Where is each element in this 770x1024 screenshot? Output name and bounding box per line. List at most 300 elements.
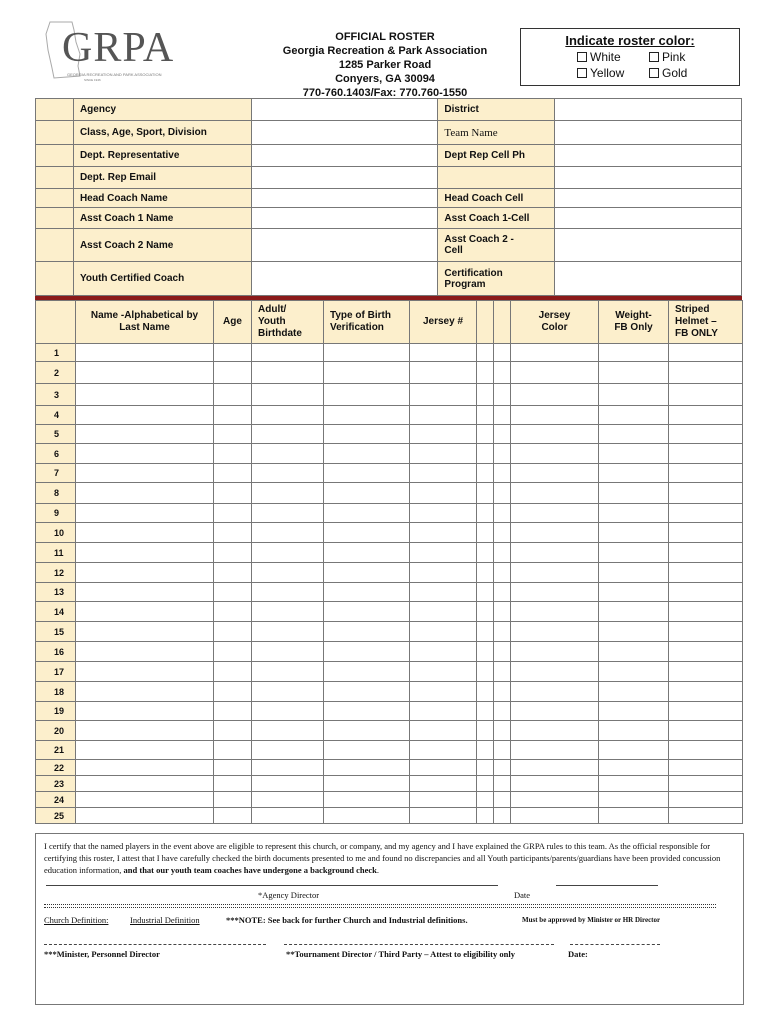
team-name-label: Team Name: [438, 121, 555, 145]
cell-weight[interactable]: [599, 702, 669, 721]
cell-name[interactable]: [76, 702, 214, 721]
cell-weight[interactable]: [599, 543, 669, 563]
row-number: 9: [36, 504, 76, 523]
cell-birth-verification[interactable]: [324, 760, 410, 776]
cell-extra-1[interactable]: [477, 444, 494, 464]
cell-birthdate[interactable]: [252, 682, 324, 702]
cell-extra-2[interactable]: [494, 662, 511, 682]
cell-extra-1[interactable]: [477, 741, 494, 760]
cell-weight[interactable]: [599, 425, 669, 444]
cell-birthdate[interactable]: [252, 808, 324, 824]
cell-helmet[interactable]: [669, 662, 743, 682]
cell-birth-verification[interactable]: [324, 483, 410, 504]
cell-extra-2[interactable]: [494, 682, 511, 702]
cell-age[interactable]: [214, 523, 252, 543]
cell-helmet[interactable]: [669, 425, 743, 444]
cell-helmet[interactable]: [669, 344, 743, 362]
cell-jersey-number[interactable]: [410, 523, 477, 543]
cell-extra-2[interactable]: [494, 760, 511, 776]
cell-name[interactable]: [76, 642, 214, 662]
player-row: [36, 543, 743, 563]
cell-age[interactable]: [214, 406, 252, 425]
cell-birth-verification[interactable]: [324, 504, 410, 523]
cell-age[interactable]: [214, 543, 252, 563]
cell-weight[interactable]: [599, 760, 669, 776]
cell-helmet[interactable]: [669, 444, 743, 464]
cell-age[interactable]: [214, 776, 252, 792]
cell-jersey-color[interactable]: [511, 563, 599, 583]
cell-jersey-number[interactable]: [410, 362, 477, 384]
cell-jersey-color[interactable]: [511, 602, 599, 622]
cell-extra-2[interactable]: [494, 464, 511, 483]
cell-extra-2[interactable]: [494, 483, 511, 504]
cell-jersey-color[interactable]: [511, 682, 599, 702]
cell-extra-1[interactable]: [477, 483, 494, 504]
cell-name[interactable]: [76, 760, 214, 776]
cell-weight[interactable]: [599, 583, 669, 602]
cell-jersey-color[interactable]: [511, 808, 599, 824]
cell-name[interactable]: [76, 563, 214, 583]
cell-jersey-number[interactable]: [410, 543, 477, 563]
cell-extra-1[interactable]: [477, 384, 494, 406]
row-number: 12: [36, 563, 76, 583]
cell-jersey-color[interactable]: [511, 425, 599, 444]
cell-jersey-number[interactable]: [410, 344, 477, 362]
cell-jersey-color[interactable]: [511, 642, 599, 662]
cell-extra-2[interactable]: [494, 406, 511, 425]
cell-extra-1[interactable]: [477, 760, 494, 776]
player-row: [36, 504, 743, 523]
cell-name[interactable]: [76, 662, 214, 682]
cell-extra-1[interactable]: [477, 464, 494, 483]
cell-birth-verification[interactable]: [324, 344, 410, 362]
cell-extra-2[interactable]: [494, 776, 511, 792]
cell-birthdate[interactable]: [252, 662, 324, 682]
color-option-pink[interactable]: Pink: [649, 50, 685, 64]
cell-extra-1[interactable]: [477, 425, 494, 444]
cell-weight[interactable]: [599, 721, 669, 741]
cell-jersey-number[interactable]: [410, 425, 477, 444]
cell-jersey-number[interactable]: [410, 721, 477, 741]
cell-name[interactable]: [76, 344, 214, 362]
cell-birth-verification[interactable]: [324, 721, 410, 741]
church-definition-link[interactable]: Church Definition:: [44, 915, 109, 925]
player-row: [36, 622, 743, 642]
team-name-field[interactable]: [555, 121, 742, 145]
cell-age[interactable]: [214, 583, 252, 602]
minister-signature-line[interactable]: [44, 944, 266, 945]
cell-birthdate[interactable]: [252, 464, 324, 483]
cell-helmet[interactable]: [669, 406, 743, 425]
cell-extra-2[interactable]: [494, 622, 511, 642]
cell-helmet[interactable]: [669, 483, 743, 504]
cell-jersey-number[interactable]: [410, 444, 477, 464]
cell-name[interactable]: [76, 741, 214, 760]
cell-jersey-number[interactable]: [410, 464, 477, 483]
cell-age[interactable]: [214, 362, 252, 384]
header-city: Conyers, GA 30094: [335, 73, 435, 85]
cell-jersey-color[interactable]: [511, 543, 599, 563]
row-number: 3: [36, 384, 76, 406]
cell-name[interactable]: [76, 682, 214, 702]
cell-age[interactable]: [214, 741, 252, 760]
cell-birth-verification[interactable]: [324, 741, 410, 760]
asst-coach-1-cell-field[interactable]: [555, 208, 742, 229]
cell-birth-verification[interactable]: [324, 682, 410, 702]
cell-birthdate[interactable]: [252, 563, 324, 583]
cell-helmet[interactable]: [669, 741, 743, 760]
cell-jersey-color[interactable]: [511, 444, 599, 464]
cell-jersey-number[interactable]: [410, 622, 477, 642]
cell-birthdate[interactable]: [252, 642, 324, 662]
header-address: 1285 Parker Road: [338, 59, 432, 71]
industrial-definition-link[interactable]: Industrial Definition: [130, 915, 200, 925]
cell-birthdate[interactable]: [252, 583, 324, 602]
cell-extra-2[interactable]: [494, 425, 511, 444]
cell-weight[interactable]: [599, 384, 669, 406]
cell-jersey-number[interactable]: [410, 602, 477, 622]
cell-birthdate[interactable]: [252, 721, 324, 741]
cell-birth-verification[interactable]: [324, 425, 410, 444]
cell-jersey-number[interactable]: [410, 662, 477, 682]
cell-helmet[interactable]: [669, 362, 743, 384]
cell-birth-verification[interactable]: [324, 543, 410, 563]
cell-weight[interactable]: [599, 504, 669, 523]
cell-age[interactable]: [214, 464, 252, 483]
cell-jersey-number[interactable]: [410, 792, 477, 808]
cell-jersey-number[interactable]: [410, 776, 477, 792]
cell-jersey-number[interactable]: [410, 741, 477, 760]
cell-jersey-color[interactable]: [511, 741, 599, 760]
head-coach-field[interactable]: [251, 189, 438, 208]
cell-jersey-color[interactable]: [511, 362, 599, 384]
cell-helmet[interactable]: [669, 792, 743, 808]
cell-birthdate[interactable]: [252, 702, 324, 721]
cell-name[interactable]: [76, 425, 214, 444]
cell-helmet[interactable]: [669, 602, 743, 622]
cell-extra-2[interactable]: [494, 362, 511, 384]
cell-helmet[interactable]: [669, 504, 743, 523]
cell-extra-1[interactable]: [477, 504, 494, 523]
cell-name[interactable]: [76, 792, 214, 808]
cell-helmet[interactable]: [669, 702, 743, 721]
cell-birthdate[interactable]: [252, 741, 324, 760]
cell-age[interactable]: [214, 504, 252, 523]
agency-director-signature-line[interactable]: [46, 885, 498, 886]
cell-extra-1[interactable]: [477, 406, 494, 425]
cell-age[interactable]: [214, 483, 252, 504]
cell-age[interactable]: [214, 384, 252, 406]
cell-birth-verification[interactable]: [324, 563, 410, 583]
cell-birth-verification[interactable]: [324, 776, 410, 792]
cell-weight[interactable]: [599, 682, 669, 702]
cell-extra-2[interactable]: [494, 602, 511, 622]
cell-age[interactable]: [214, 622, 252, 642]
cell-extra-2[interactable]: [494, 543, 511, 563]
cell-extra-2[interactable]: [494, 792, 511, 808]
cell-birth-verification[interactable]: [324, 808, 410, 824]
cell-weight[interactable]: [599, 642, 669, 662]
cell-weight[interactable]: [599, 792, 669, 808]
cell-extra-2[interactable]: [494, 444, 511, 464]
cell-birthdate[interactable]: [252, 504, 324, 523]
player-row: [36, 721, 743, 741]
cell-birth-verification[interactable]: [324, 622, 410, 642]
cell-extra-2[interactable]: [494, 642, 511, 662]
cell-weight[interactable]: [599, 444, 669, 464]
cell-birth-verification[interactable]: [324, 702, 410, 721]
cell-birthdate[interactable]: [252, 776, 324, 792]
cell-jersey-number[interactable]: [410, 760, 477, 776]
cell-birthdate[interactable]: [252, 523, 324, 543]
cell-birthdate[interactable]: [252, 344, 324, 362]
cell-weight[interactable]: [599, 622, 669, 642]
cell-extra-1[interactable]: [477, 602, 494, 622]
player-row: [36, 563, 743, 583]
cell-extra-2[interactable]: [494, 808, 511, 824]
head-coach-cell-field[interactable]: [555, 189, 742, 208]
row-number: 25: [36, 808, 76, 824]
cell-jersey-number[interactable]: [410, 483, 477, 504]
cell-weight[interactable]: [599, 602, 669, 622]
cell-extra-1[interactable]: [477, 344, 494, 362]
cell-jersey-number[interactable]: [410, 563, 477, 583]
cell-extra-2[interactable]: [494, 384, 511, 406]
cell-jersey-color[interactable]: [511, 483, 599, 504]
cell-name[interactable]: [76, 504, 214, 523]
cell-extra-2[interactable]: [494, 523, 511, 543]
cell-helmet[interactable]: [669, 543, 743, 563]
tournament-signature-line[interactable]: [284, 944, 554, 945]
cell-weight[interactable]: [599, 776, 669, 792]
cell-name[interactable]: [76, 583, 214, 602]
cell-name[interactable]: [76, 384, 214, 406]
cell-jersey-color[interactable]: [511, 622, 599, 642]
dept-rep-email-field[interactable]: [251, 167, 438, 189]
cell-extra-2[interactable]: [494, 741, 511, 760]
cell-jersey-number[interactable]: [410, 808, 477, 824]
cell-name[interactable]: [76, 602, 214, 622]
roster-header-row: [36, 301, 743, 344]
cell-age[interactable]: [214, 662, 252, 682]
cell-extra-1[interactable]: [477, 583, 494, 602]
cell-jersey-color[interactable]: [511, 464, 599, 483]
cell-extra-2[interactable]: [494, 504, 511, 523]
cell-age[interactable]: [214, 792, 252, 808]
cell-birth-verification[interactable]: [324, 602, 410, 622]
cell-weight[interactable]: [599, 344, 669, 362]
cell-birthdate[interactable]: [252, 406, 324, 425]
cell-weight[interactable]: [599, 808, 669, 824]
cell-name[interactable]: [76, 721, 214, 741]
cell-extra-1[interactable]: [477, 808, 494, 824]
cell-extra-1[interactable]: [477, 792, 494, 808]
dept-rep-label: Dept. Representative: [73, 145, 251, 167]
district-label: District: [438, 99, 555, 121]
cell-name[interactable]: [76, 362, 214, 384]
col-name: Name -Alphabetical by Last Name: [76, 301, 214, 344]
cell-birthdate[interactable]: [252, 792, 324, 808]
cell-age[interactable]: [214, 721, 252, 741]
cell-extra-1[interactable]: [477, 563, 494, 583]
cell-jersey-color[interactable]: [511, 662, 599, 682]
cell-weight[interactable]: [599, 563, 669, 583]
cell-extra-1[interactable]: [477, 523, 494, 543]
cell-jersey-color[interactable]: [511, 384, 599, 406]
cell-birthdate[interactable]: [252, 425, 324, 444]
cell-helmet[interactable]: [669, 760, 743, 776]
cell-age[interactable]: [214, 425, 252, 444]
date2-line[interactable]: [570, 944, 660, 945]
cell-helmet[interactable]: [669, 384, 743, 406]
checkbox-white[interactable]: [577, 52, 587, 62]
cell-helmet[interactable]: [669, 622, 743, 642]
certification-section: [35, 833, 744, 1005]
cell-birthdate[interactable]: [252, 362, 324, 384]
cell-weight[interactable]: [599, 741, 669, 760]
cell-jersey-number[interactable]: [410, 406, 477, 425]
cell-birth-verification[interactable]: [324, 444, 410, 464]
cell-extra-2[interactable]: [494, 702, 511, 721]
cell-helmet[interactable]: [669, 776, 743, 792]
cell-birthdate[interactable]: [252, 444, 324, 464]
cell-birthdate[interactable]: [252, 384, 324, 406]
cell-helmet[interactable]: [669, 563, 743, 583]
cell-jersey-color[interactable]: [511, 721, 599, 741]
cell-age[interactable]: [214, 344, 252, 362]
cell-name[interactable]: [76, 808, 214, 824]
cell-name[interactable]: [76, 622, 214, 642]
cell-age[interactable]: [214, 563, 252, 583]
district-field[interactable]: [555, 99, 742, 121]
cell-birthdate[interactable]: [252, 622, 324, 642]
dept-rep-cell-field[interactable]: [555, 145, 742, 167]
cell-birth-verification[interactable]: [324, 384, 410, 406]
cell-extra-2[interactable]: [494, 344, 511, 362]
cell-weight[interactable]: [599, 523, 669, 543]
cell-extra-2[interactable]: [494, 721, 511, 741]
cell-name[interactable]: [76, 543, 214, 563]
cell-age[interactable]: [214, 760, 252, 776]
color-option-white[interactable]: White: [577, 50, 621, 64]
cell-jersey-number[interactable]: [410, 702, 477, 721]
cell-weight[interactable]: [599, 406, 669, 425]
date-line[interactable]: [556, 885, 658, 886]
cell-birthdate[interactable]: [252, 543, 324, 563]
cell-helmet[interactable]: [669, 583, 743, 602]
agency-field[interactable]: [251, 99, 438, 121]
checkbox-gold[interactable]: [649, 68, 659, 78]
checkbox-yellow[interactable]: [577, 68, 587, 78]
cell-jersey-color[interactable]: [511, 776, 599, 792]
cell-helmet[interactable]: [669, 642, 743, 662]
cell-extra-1[interactable]: [477, 662, 494, 682]
cell-name[interactable]: [76, 523, 214, 543]
cell-birth-verification[interactable]: [324, 406, 410, 425]
cell-extra-1[interactable]: [477, 642, 494, 662]
cell-jersey-color[interactable]: [511, 702, 599, 721]
player-row: [36, 808, 743, 824]
cell-extra-1[interactable]: [477, 721, 494, 741]
col-weight: Weight- FB Only: [599, 301, 669, 344]
cell-extra-1[interactable]: [477, 702, 494, 721]
player-row: [36, 741, 743, 760]
asst-coach-1-field[interactable]: [251, 208, 438, 229]
cell-jersey-number[interactable]: [410, 384, 477, 406]
cell-weight[interactable]: [599, 662, 669, 682]
cell-name[interactable]: [76, 464, 214, 483]
cell-name[interactable]: [76, 483, 214, 504]
cell-name[interactable]: [76, 406, 214, 425]
cell-birth-verification[interactable]: [324, 583, 410, 602]
cell-age[interactable]: [214, 444, 252, 464]
cell-birth-verification[interactable]: [324, 792, 410, 808]
cell-jersey-number[interactable]: [410, 583, 477, 602]
cell-age[interactable]: [214, 702, 252, 721]
color-option-gold[interactable]: Gold: [649, 66, 687, 80]
dept-rep-field[interactable]: [251, 145, 438, 167]
cell-helmet[interactable]: [669, 682, 743, 702]
cell-age[interactable]: [214, 808, 252, 824]
cell-jersey-color[interactable]: [511, 760, 599, 776]
checkbox-pink[interactable]: [649, 52, 659, 62]
youth-cert-coach-field[interactable]: [251, 262, 438, 296]
cell-jersey-number[interactable]: [410, 504, 477, 523]
cell-helmet[interactable]: [669, 808, 743, 824]
cell-weight[interactable]: [599, 464, 669, 483]
cell-extra-1[interactable]: [477, 682, 494, 702]
cell-jersey-color[interactable]: [511, 583, 599, 602]
cell-age[interactable]: [214, 602, 252, 622]
asst-coach-2-cell-field[interactable]: [555, 229, 742, 262]
cell-jersey-color[interactable]: [511, 344, 599, 362]
cell-name[interactable]: [76, 776, 214, 792]
cell-extra-1[interactable]: [477, 776, 494, 792]
cell-helmet[interactable]: [669, 523, 743, 543]
cell-age[interactable]: [214, 682, 252, 702]
asst-coach-2-field[interactable]: [251, 229, 438, 262]
cell-jersey-color[interactable]: [511, 523, 599, 543]
cell-birthdate[interactable]: [252, 483, 324, 504]
cell-birth-verification[interactable]: [324, 523, 410, 543]
cell-jersey-color[interactable]: [511, 406, 599, 425]
cell-weight[interactable]: [599, 483, 669, 504]
cell-age[interactable]: [214, 642, 252, 662]
cell-helmet[interactable]: [669, 721, 743, 741]
cell-birth-verification[interactable]: [324, 642, 410, 662]
cell-jersey-number[interactable]: [410, 682, 477, 702]
cell-jersey-color[interactable]: [511, 792, 599, 808]
color-option-yellow[interactable]: Yellow: [577, 66, 624, 80]
cell-birth-verification[interactable]: [324, 662, 410, 682]
cell-jersey-number[interactable]: [410, 642, 477, 662]
cell-extra-2[interactable]: [494, 563, 511, 583]
cell-weight[interactable]: [599, 362, 669, 384]
cell-name[interactable]: [76, 444, 214, 464]
cert-program-field[interactable]: [555, 262, 742, 296]
cell-birth-verification[interactable]: [324, 464, 410, 483]
cell-birthdate[interactable]: [252, 602, 324, 622]
cell-extra-1[interactable]: [477, 543, 494, 563]
cell-extra-2[interactable]: [494, 583, 511, 602]
cell-jersey-color[interactable]: [511, 504, 599, 523]
class-age-field[interactable]: [251, 121, 438, 145]
cell-helmet[interactable]: [669, 464, 743, 483]
cell-extra-1[interactable]: [477, 362, 494, 384]
cell-birthdate[interactable]: [252, 760, 324, 776]
cell-birth-verification[interactable]: [324, 362, 410, 384]
cell-extra-1[interactable]: [477, 622, 494, 642]
